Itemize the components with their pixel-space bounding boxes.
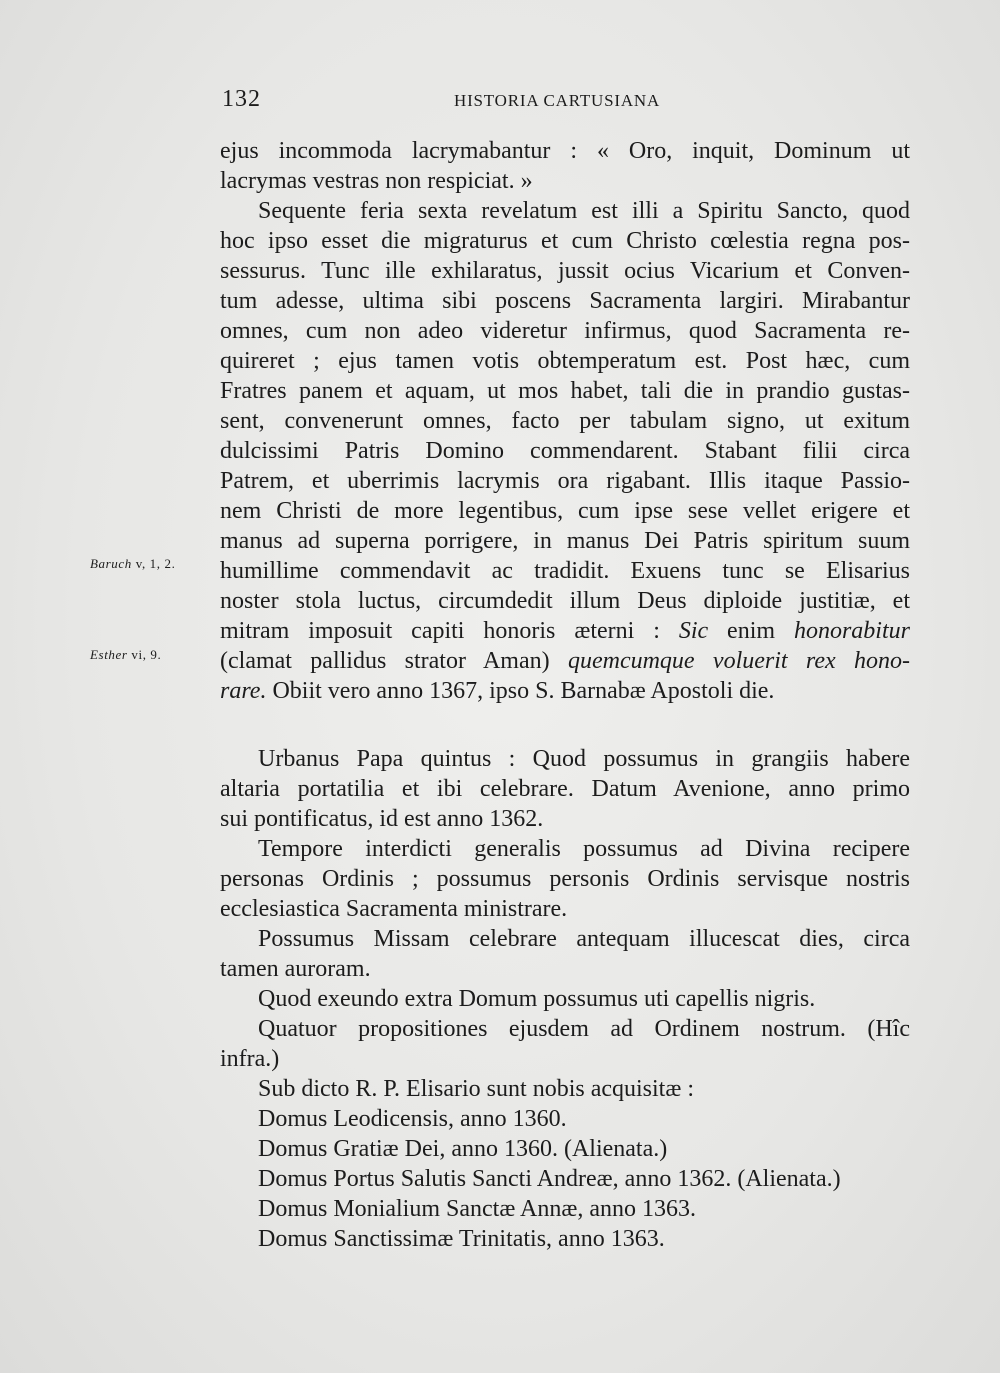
text-line — [220, 616, 910, 646]
page-number: 132 — [222, 86, 261, 112]
text-line: quireret ; ejus tamen votis obtemperatum est. Post hæc, cum — [220, 348, 910, 374]
text-line: Fratres panem et aquam, ut mos habet, tali die in prandio gustas- — [220, 378, 910, 404]
text-line: altaria portatilia et ibi celebrare. Datum Avenione, anno primo — [220, 776, 910, 802]
paragraph — [220, 984, 910, 1014]
list-item: Domus Portus Salutis Sancti Andreæ, anno 1362. (Alienata.) — [258, 1166, 841, 1192]
text-line: ecclesiastica Sacramenta ministrare. — [220, 896, 568, 922]
text-line: Quod exeundo extra Domum possumus uti capellis nigris. — [258, 986, 816, 1012]
text-line: Quatuor propositiones ejusdem ad Ordinem nostrum. (Hîc — [258, 1016, 910, 1042]
text-span: (clamat pallidus strator Aman) — [220, 648, 568, 674]
italic-text: honorabitur — [793, 618, 910, 644]
paragraph — [220, 834, 910, 924]
text-line: nem Christi de more legentibus, cum ipse sese vellet erigere et — [220, 498, 910, 524]
text-line: lacrymas vestras non respiciat. » — [220, 168, 533, 194]
text-line: hoc ipso esset die migraturus et cum Christo cœlestia regna pos- — [220, 228, 910, 254]
text-line: dulcissimi Patris Domino commendarent. Stabant filii circa — [220, 438, 910, 464]
margin-note-book: Baruch — [90, 556, 132, 571]
text-line — [220, 646, 910, 676]
text-line: Possumus Missam celebrare antequam illucescat dies, circa — [258, 926, 910, 952]
text-line — [220, 676, 910, 706]
text-line: Sequente feria sexta revelatum est illi a Spiritu Sancto, quod — [258, 198, 910, 224]
margin-note-esther — [90, 647, 161, 663]
margin-note-reference: vi, 9. — [127, 647, 162, 662]
text-line: sessurus. Tunc ille exhilaratus, jussit ocius Vicarium et Conven- — [220, 258, 910, 284]
list-item: Domus Monialium Sanctæ Annæ, anno 1363. — [258, 1196, 696, 1222]
margin-note-book: Esther — [90, 647, 128, 662]
text-line: manus ad superna porrigere, in manus Dei Patris spiritum suum — [220, 528, 910, 554]
list-item: Domus Gratiæ Dei, anno 1360. (Alienata.) — [258, 1136, 668, 1162]
paragraph — [220, 924, 910, 984]
text-line: Patrem, et uberrimis lacrymis ora rigabant. Illis itaque Passio- — [220, 468, 910, 494]
section-gap — [220, 706, 910, 744]
italic-text: rare. — [220, 678, 267, 704]
margin-note-reference: v, 1, 2. — [131, 556, 176, 571]
text-span: enim — [708, 618, 794, 644]
text-span: Obiit vero anno 1367, ipso S. Barnabæ Apostoli die. — [266, 678, 775, 704]
text-line: sui pontificatus, id est anno 1362. — [220, 806, 544, 832]
text-line: sent, convenerunt omnes, facto per tabulam signo, ut exitum — [220, 408, 910, 434]
body-text — [220, 136, 910, 1254]
text-line: Urbanus Papa quintus : Quod possumus in grangiis habere — [258, 746, 910, 772]
paragraph — [220, 744, 910, 834]
page-header — [222, 86, 912, 116]
text-span: mitram imposuit capiti honoris æterni : — [220, 618, 679, 644]
text-line: tamen auroram. — [220, 956, 371, 982]
list-item: Domus Sanctissimæ Trinitatis, anno 1363. — [258, 1226, 665, 1252]
text-line: humillime commendavit ac tradidit. Exuens tunc se Elisarius — [220, 558, 910, 584]
paragraph — [220, 1074, 910, 1254]
text-line: noster stola luctus, circumdedit illum Deus diploide justitiæ, et — [220, 588, 910, 614]
text-line: Tempore interdicti generalis possumus ad Divina recipere — [258, 836, 910, 862]
text-line: tum adesse, ultima sibi poscens Sacramenta largiri. Mirabantur — [220, 288, 910, 314]
running-title: HISTORIA CARTUSIANA — [454, 91, 661, 110]
paragraph — [220, 136, 910, 196]
text-line: ejus incommoda lacrymabantur : « Oro, inquit, Dominum ut — [220, 138, 910, 164]
paragraph — [220, 196, 910, 706]
italic-text: quemcumque voluerit rex hono- — [567, 648, 910, 674]
italic-text: Sic — [678, 618, 709, 644]
text-line: personas Ordinis ; possumus personis Ordinis servisque nostris — [220, 866, 910, 892]
list-item: Domus Leodicensis, anno 1360. — [258, 1106, 567, 1132]
text-line: omnes, cum non adeo videretur infirmus, quod Sacramenta re- — [220, 318, 910, 344]
paragraph — [220, 1014, 910, 1074]
text-line: infra.) — [220, 1046, 280, 1072]
text-line: Sub dicto R. P. Elisario sunt nobis acquisitæ : — [258, 1076, 695, 1102]
margin-note-baruch — [90, 556, 175, 572]
